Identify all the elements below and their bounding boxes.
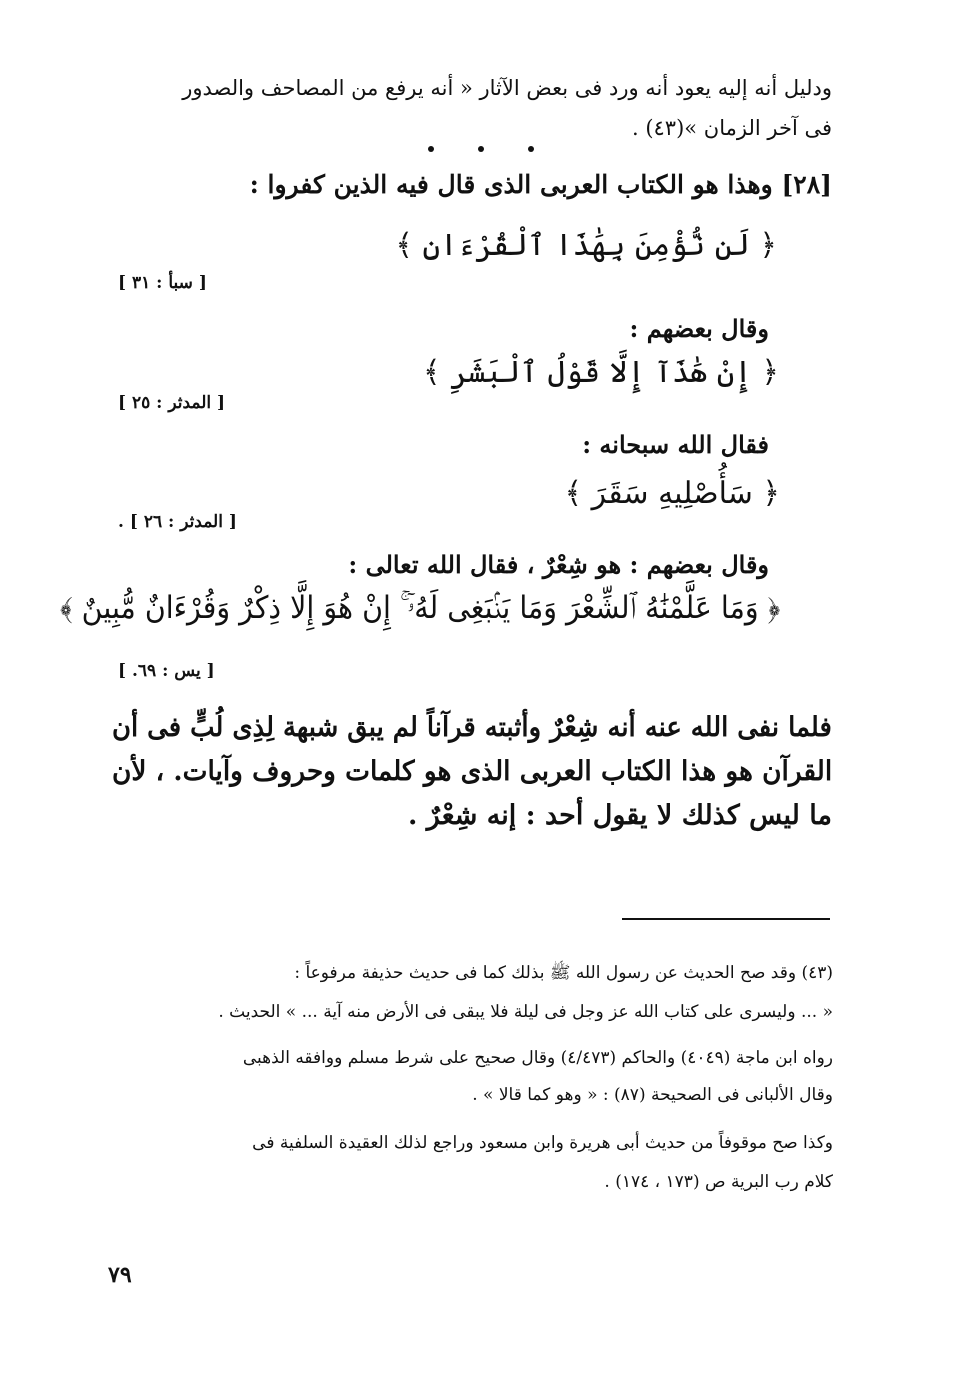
- verse-reference-3: [ المدثر : ٢٦ ] .: [118, 512, 237, 532]
- intro-line-2: فى آخر الزمان »(٤٣) .: [631, 116, 832, 140]
- section-heading: [٢٨] وهذا هو الكتاب العربى الذى قال فيه الذين كفروا :: [249, 170, 832, 199]
- narration-line-2: فقال الله سبحانه :: [582, 430, 769, 459]
- verse-reference-4: [ يس : ٦٩. ]: [118, 661, 215, 681]
- footnote-line-1: (٤٣) وقد صح الحديث عن رسول الله ﷺ بذلك كما فى حديث حذيفة مرفوعاً :: [294, 963, 833, 983]
- quran-verse-2: ﴿ إِنْ هَٰذَآ إِلَّا قَوْلُ ٱلْبَشَرِ ﴾: [422, 355, 779, 390]
- footnote-line-6: كلام رب البرية ص (١٧٣ ، ١٧٤) .: [604, 1172, 833, 1192]
- narration-line-1: وقال بعضهم :: [629, 314, 769, 343]
- conclusion-line-2: القرآن هو هذا الكتاب العربى الذى هو كلمات وحروف وآيات. ، لأن: [111, 756, 832, 787]
- verse-reference-2: [ المدثر : ٢٥ ]: [118, 393, 226, 413]
- footnote-line-3: رواه ابن ماجة (٤٠٤٩) والحاكم (٤/٤٧٣) وقال صحيح على شرط مسلم ووافقه الذهبى: [242, 1048, 833, 1068]
- quran-verse-1: ﴿ لَن نُّؤْمِنَ بِهَٰذَا ٱلْقُرْءَانِ ﴾: [395, 228, 777, 263]
- quran-verse-4: ﴿ وَمَا عَلَّمْنَٰهُ ٱلشِّعْرَ وَمَا يَنۢبَغِى لَهُۥٓ ۚ إِنْ هُوَ إِلَّا ذِكْرٌ وَقُرْءَانٌ مُّبِينٌ ﴾: [59, 590, 780, 626]
- page-number: ٧٩: [108, 1262, 132, 1288]
- footnote-line-4: وقال الألبانى فى الصحيحة (٨٧) : « وهو كما قالا » .: [472, 1085, 833, 1105]
- footnote-line-5: وكذا صح موقوفاً من حديث أبى هريرة وابن مسعود وراجع لذلك العقيدة السلفية فى: [252, 1133, 833, 1153]
- conclusion-line-1: فلما نفى الله عنه أنه شِعْرٌ وأثبته قرآناً لم يبق شبهة لِذِى لُبٍّ فى أن: [112, 712, 832, 743]
- footnote-divider: [622, 918, 830, 920]
- intro-line-1: ودليل أنه إليه يعود أنه ورد فى بعض الآثار « أنه يرفع من المصاحف والصدور: [182, 76, 832, 100]
- star-ornament-icon: [528, 146, 534, 152]
- star-ornament-icon: [428, 146, 434, 152]
- narration-line-3: وقال بعضهم : هو شِعْرٌ ، فقال الله تعالى :: [348, 550, 769, 579]
- verse-reference-1: [ سبأ : ٣١ ]: [118, 273, 207, 293]
- quran-verse-3: ﴿ سَأُصْلِيهِ سَقَرَ ﴾: [564, 476, 780, 511]
- conclusion-line-3: ما ليس كذلك لا يقول أحد : إنه شِعْرٌ .: [408, 800, 832, 831]
- section-separator-stars: [420, 146, 540, 162]
- star-ornament-icon: [478, 146, 484, 152]
- footnote-line-2: « ... وليسرى على كتاب الله عز وجل فى ليلة فلا يبقى فى الأرض منه آية ... » الحديث .: [218, 1002, 833, 1022]
